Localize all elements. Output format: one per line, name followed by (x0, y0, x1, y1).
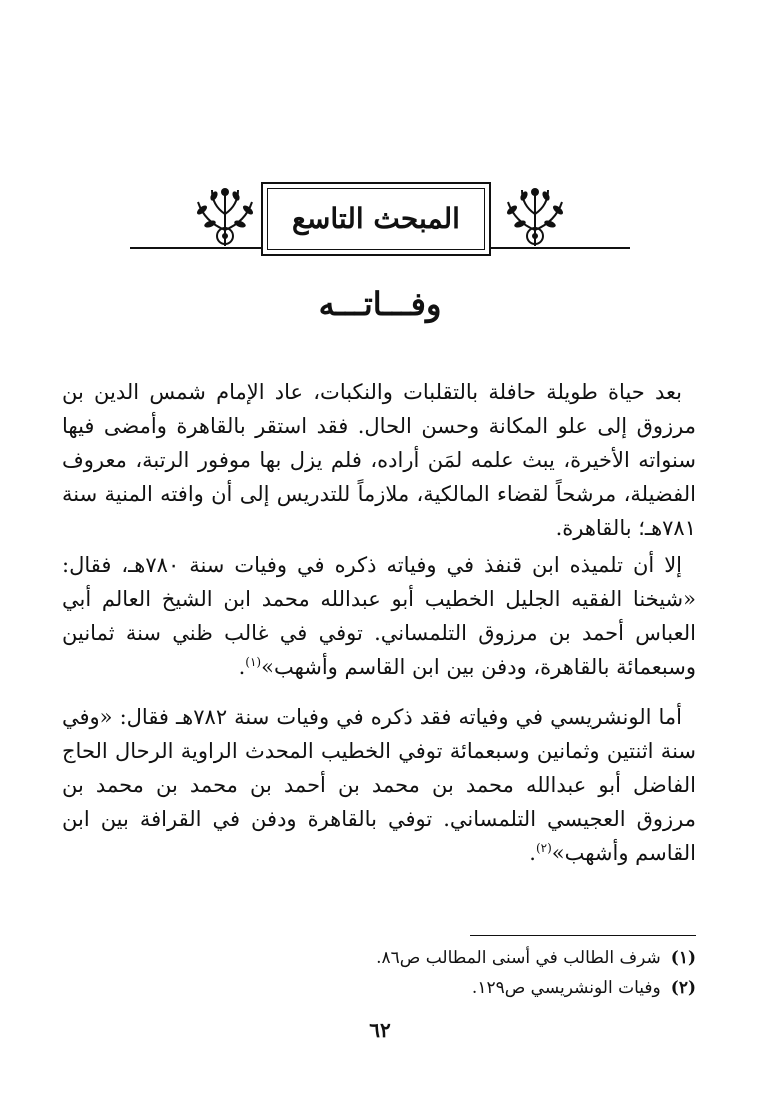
paragraph-text: أما الونشريسي في وفياته فقد ذكره في وفيات سنة ٧٨٢هـ فقال: «وفي سنة اثنتين وثمانين وسبعمائة توفي الخطيب المحدث الراوية الرحال الحاج الفاضل أبو عبدالله محمد بن محمد بن أحمد بن محمد بن محمد بن مرزوق العجيسي التلمساني. توفي بالقاهرة ودفن في القرافة بين ابن القاسم وأشهب» (62, 705, 696, 865)
paragraph-text: إلا أن تلميذه ابن قنفذ في وفياته ذكره في وفيات سنة ٧٨٠هـ، فقال: «شيخنا الفقيه الجليل الخطيب أبو عبدالله محمد ابن الشيخ العالم أبي العباس أحمد بن مرزوق التلمساني. توفي في غالب ظني سنة ثمانين وسبعمائة بالقاهرة، ودفن بين ابن القاسم وأشهب» (62, 553, 696, 679)
paragraph-text: بعد حياة طويلة حافلة بالتقلبات والنكبات، عاد الإمام شمس الدين بن مرزوق إلى علو المكانة وحسن الحال. فقد استقر بالقاهرة وأمضى فيها سنواته الأخيرة، يبث علمه لمَن أراده، فلم يزل بها موفور الرتبة، معروف الفضيلة، مرشحاً لقضاء المالكية، ملازماً للتدريس إلى أن وافته المنية سنة ٧٨١هـ؛ بالقاهرة. (62, 380, 696, 540)
paragraph-2 (62, 548, 696, 684)
paragraph-3 (62, 700, 696, 870)
footnote-text: وفيات الونشريسي ص١٢٩. (471, 978, 661, 998)
footnote-ref: (١) (245, 655, 262, 669)
footnote-2 (300, 973, 696, 1003)
section-title-frame (261, 182, 491, 256)
footnote-number: (٢) (670, 978, 696, 998)
section-title: المبحث التاسع (292, 202, 460, 235)
footnote-ref: (٢) (535, 841, 552, 855)
footnote-1 (300, 943, 696, 973)
page-number: ٦٢ (369, 1018, 391, 1042)
floral-ornament-icon (190, 180, 260, 250)
footnotes (300, 943, 696, 1003)
paragraph-1 (62, 375, 696, 545)
footnote-text: شرف الطالب في أسنى المطالب ص٨٦. (376, 948, 661, 968)
period: . (529, 841, 536, 865)
footnote-separator (470, 935, 696, 936)
footnote-number: (١) (670, 948, 696, 968)
floral-ornament-icon (500, 180, 570, 250)
period: . (238, 655, 246, 679)
section-header (130, 170, 630, 255)
chapter-title: وفـــاتـــه (318, 285, 442, 323)
